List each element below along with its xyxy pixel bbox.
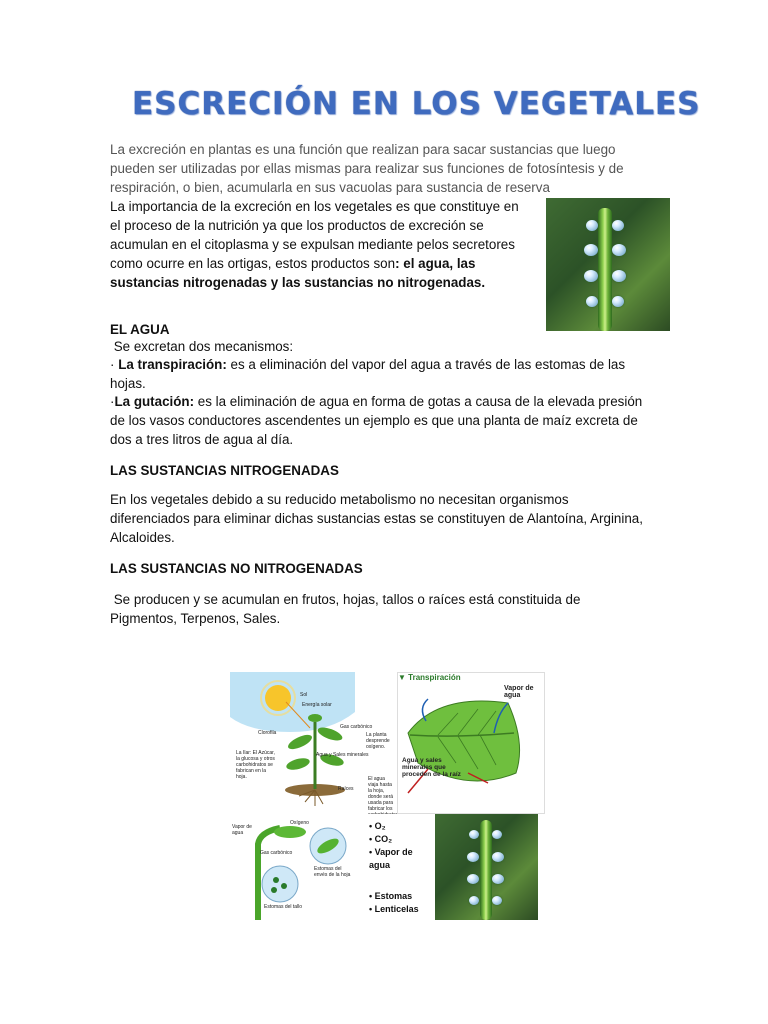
water-drop — [492, 852, 504, 862]
label-oxigeno: La planta desprende oxígeno. — [366, 732, 390, 750]
water-drop — [586, 220, 598, 231]
label-oxigeno-stomata: Oxígeno — [290, 820, 309, 826]
transpiration-heading: ▼ Transpiración — [398, 673, 461, 682]
water-drop — [612, 220, 624, 231]
list-item: • Vapor de agua — [369, 847, 413, 870]
label-sol: Sol — [300, 692, 308, 698]
water-drop — [492, 874, 504, 884]
guttation-photo-small — [435, 814, 538, 920]
water-drop — [467, 852, 479, 862]
term-transpiracion: La transpiración: — [118, 357, 227, 372]
list-item-text: Estomas — [374, 891, 413, 901]
label-clorofila: Clorofila — [258, 730, 277, 736]
water-drop — [586, 296, 598, 307]
intro-paragraph: La excreción en plantas es una función que realizan para sacar sustancias que luego pueden ser utilizadas por ellas mismas para realizar sus funciones de fotosíntesis y de respiración, o bien, acumularla en sus vacuolas para sustancia de reserva — [110, 142, 624, 195]
importance-paragraph — [110, 197, 530, 292]
water-drop — [469, 830, 479, 839]
transpiration-diagram — [397, 672, 545, 814]
list-item: • CO₂ — [369, 834, 393, 844]
label-agua-viaja: El agua viaja hasta la hoja, donde será usada para fabricar los — [368, 776, 394, 812]
label-agua-sales: Agua y Sales minerales — [316, 752, 369, 758]
guttation-photo — [546, 198, 670, 331]
page-title: ESCRECIÓN EN LOS VEGETALES — [132, 86, 701, 122]
stem-shape — [598, 208, 612, 331]
water-drop — [584, 244, 598, 256]
list-item-text: Lenticelas — [374, 904, 419, 914]
sun-icon — [265, 685, 291, 711]
section-heading-agua: EL AGUA — [110, 322, 170, 337]
nitrogenadas-text: En los vegetales debido a su reducido metabolismo no necesitan organismos diferenciados para eliminar dichas sustancias estas se constituyen de Alantoína, Arginina, Alcaloides. — [110, 492, 643, 545]
importance-products: : el agua, las sustancias nitrogenadas y las sustancias no nitrogenadas. — [110, 256, 486, 290]
list-item: • O₂ — [369, 821, 386, 831]
water-drop — [584, 270, 598, 282]
gutacion-text: es la eliminación de agua en forma de gotas a causa de la elevada presión de los vasos conductores ascendentes un ejemplo es que una planta de maíz excreta de dos a tres litros de agua al día. — [110, 394, 643, 447]
importance-text: La importancia de la excreción en los vegetales es que constituye en el proceso de la nutrición ya que los productos de excreción se acumulan en el citoplasma y se expulsan mediante pelos secretores como ocurre en las ortigas, estos productos son — [110, 199, 519, 271]
bullet-mark: · — [110, 394, 115, 409]
list-item-text: CO₂ — [374, 834, 393, 844]
bullet-gutacion — [110, 392, 660, 449]
water-drop — [467, 874, 479, 884]
water-drop — [492, 896, 502, 905]
label-vapor: Vapor de agua — [504, 685, 534, 699]
label-vapor-stomata: Vapor de agua — [232, 824, 252, 836]
water-drop — [612, 244, 626, 256]
label-raices: Raíces — [338, 786, 354, 792]
label-energia: Energía solar — [302, 702, 332, 708]
section-heading-no-nitrogenadas: LAS SUSTANCIAS NO NITROGENADAS — [110, 561, 363, 576]
term-gutacion: La gutación: — [114, 394, 195, 409]
transpiracion-text: es a eliminación del vapor del agua a través de las estomas de las hojas. — [110, 357, 626, 391]
label-estomas-tallo: Estomas del tallo — [264, 904, 303, 910]
excretion-organs — [369, 890, 419, 916]
stem-shape — [480, 820, 492, 920]
label-gas-stomata: Gas carbónico — [260, 850, 293, 856]
label-azucar: La Ilar: El Azúcar, la glucosa y otros carbohidratos se fabrican en la hoja. — [236, 750, 275, 780]
water-drop — [492, 830, 502, 839]
list-item-text: O₂ — [374, 821, 386, 831]
section-heading-nitrogenadas: LAS SUSTANCIAS NITROGENADAS — [110, 463, 339, 478]
list-item-text: Vapor de agua — [369, 847, 413, 870]
agua-intro-text: Se excretan dos mecanismos: — [113, 339, 294, 354]
water-drop — [469, 896, 479, 905]
agua-intro — [110, 337, 293, 356]
water-drop — [612, 296, 624, 307]
label-estomas-hoja: Estomas del envés de la hoja — [314, 866, 351, 878]
water-drop — [612, 270, 626, 282]
stomata-diagram — [230, 814, 353, 920]
photosynthesis-diagram — [230, 672, 395, 812]
bullet-transpiracion — [110, 355, 660, 393]
transpiration-heading-text: Transpiración — [408, 673, 461, 682]
no-nitrogenadas-text: Se producen y se acumulan en frutos, hojas, tallos o raíces está constituida de Pigmentos, Terpenos, Sales. — [110, 592, 585, 626]
label-agua-sales-raiz: Agua y sales minerales que proceden de la raíz — [402, 757, 461, 778]
label-gas: Gas carbónico — [340, 724, 373, 730]
bullet-mark: · — [110, 357, 119, 372]
list-item: • Lenticelas — [369, 904, 419, 914]
excreted-products — [369, 820, 435, 872]
excreted-list — [353, 814, 435, 920]
list-item: • Estomas — [369, 891, 413, 901]
